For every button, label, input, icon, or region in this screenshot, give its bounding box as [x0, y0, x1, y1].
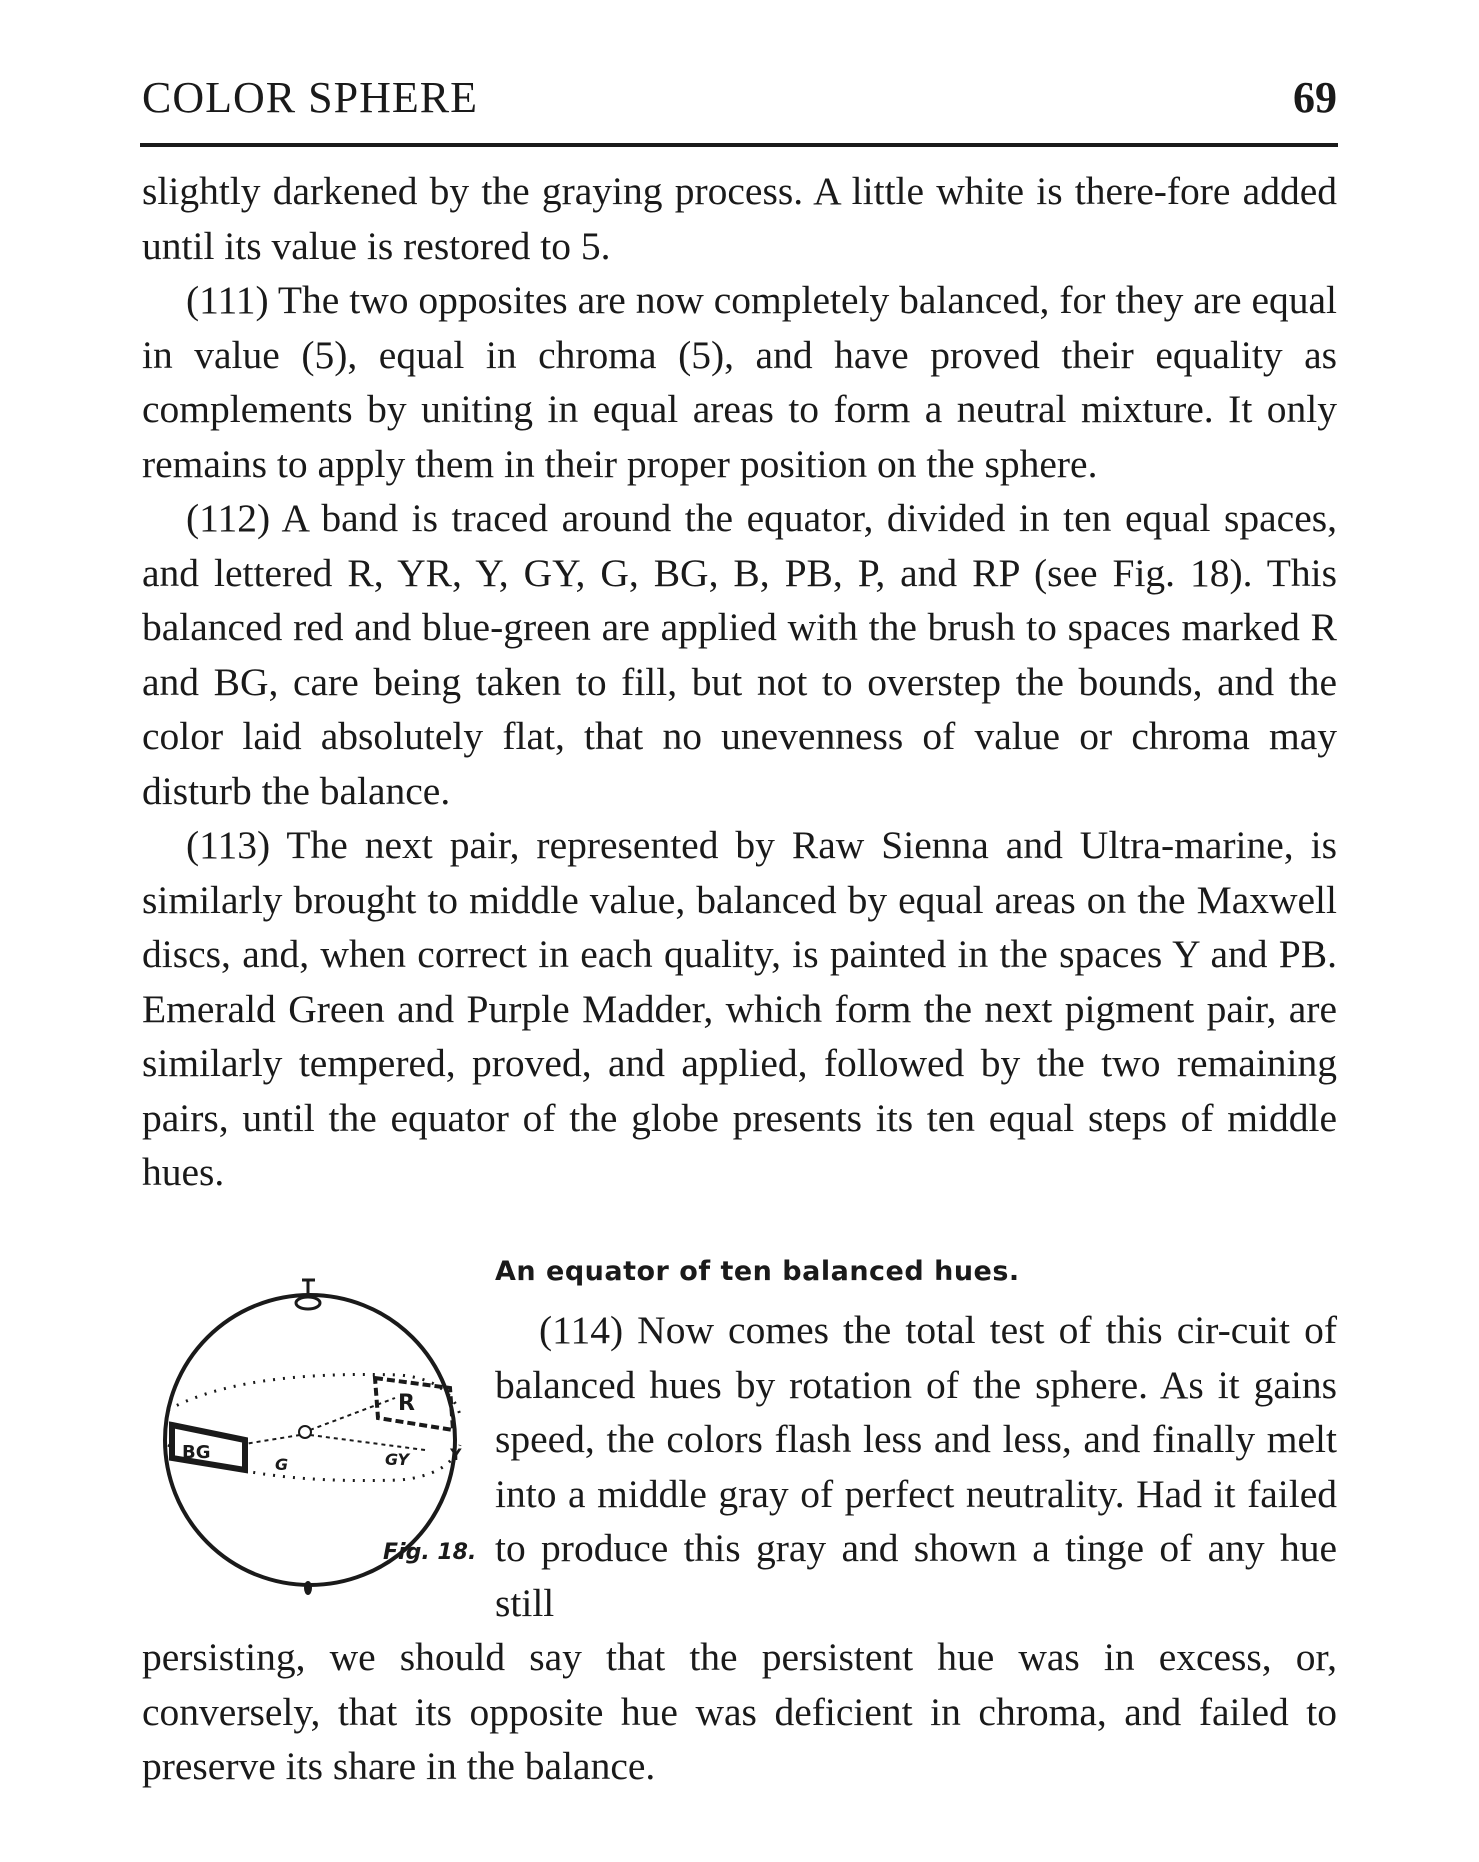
label-g: G — [275, 1455, 289, 1474]
paragraph-114-beginning: (114) Now comes the total test of this cir-cuit of balanced hues by rotation of the sphere. As it gains speed, the colors flash less and less, and finally melt into a middle gray of perfect neutrality. Had it failed to produce this gray and shown a tinge of any hue still — [495, 1308, 1337, 1625]
bg-patch — [172, 1425, 245, 1470]
page-number: 69 — [1293, 73, 1337, 122]
paragraph-112: (112) A band is traced around the equator, divided in ten equal spaces, and lettered R, YR, Y, GY, G, BG, B, PB, P, and RP (see Fig. 18). This balanced red and blue-green are applied with the brush to spaces marked R and BG, care being taken to fill, but not to overstep the bounds, and the color laid absolutely flat, that no unevenness of value or chroma may disturb the balance. — [142, 496, 1337, 813]
label-bg: BG — [182, 1442, 211, 1463]
paragraph-114-continuation: persisting, we should say that the persistent hue was in excess, or, conversely, that its opposite hue was deficient in chroma, and failed to preserve its share in the balance. — [142, 1635, 1337, 1788]
label-r: R — [398, 1391, 415, 1416]
equator-back-edge — [168, 1374, 460, 1415]
figure-caption: An equator of ten balanced hues. — [495, 1256, 1020, 1287]
paragraph-continuation: slightly darkened by the graying process. A little white is there-fore added until its value is restored to 5. — [142, 169, 1337, 268]
paragraph-114-continuation-block — [142, 1630, 1337, 1794]
r-patch — [375, 1378, 453, 1430]
page-header — [142, 72, 1337, 132]
main-text-block — [142, 164, 1337, 1200]
sphere-center — [299, 1426, 311, 1438]
label-gy: GY — [385, 1450, 410, 1469]
figure-label: Fig. 18. — [383, 1540, 477, 1565]
paragraph-111: (111) The two opposites are now completely balanced, for they are equal in value (5), equal in chroma (5), and have proved their equality as complements by uniting in equal areas to form a neutral mixture. It only remains to apply them in their proper position on the sphere. — [142, 278, 1337, 486]
paragraph-114-side — [495, 1303, 1337, 1630]
header-rule — [140, 143, 1338, 147]
label-y: Y — [450, 1445, 462, 1464]
running-head: COLOR SPHERE — [142, 73, 478, 122]
bottom-axis-point — [304, 1581, 312, 1595]
paragraph-113: (113) The next pair, represented by Raw Sienna and Ultra-marine, is similarly brought to middle value, balanced by equal areas on the Maxwell discs, and, when correct in each quality, is painted in the spaces Y and PB. Emerald Green and Purple Madder, which form the next pigment pair, are similarly tempered, proved, and applied, followed by the two remaining pairs, until the equator of the globe presents its ten equal steps of middle hues. — [142, 823, 1337, 1194]
